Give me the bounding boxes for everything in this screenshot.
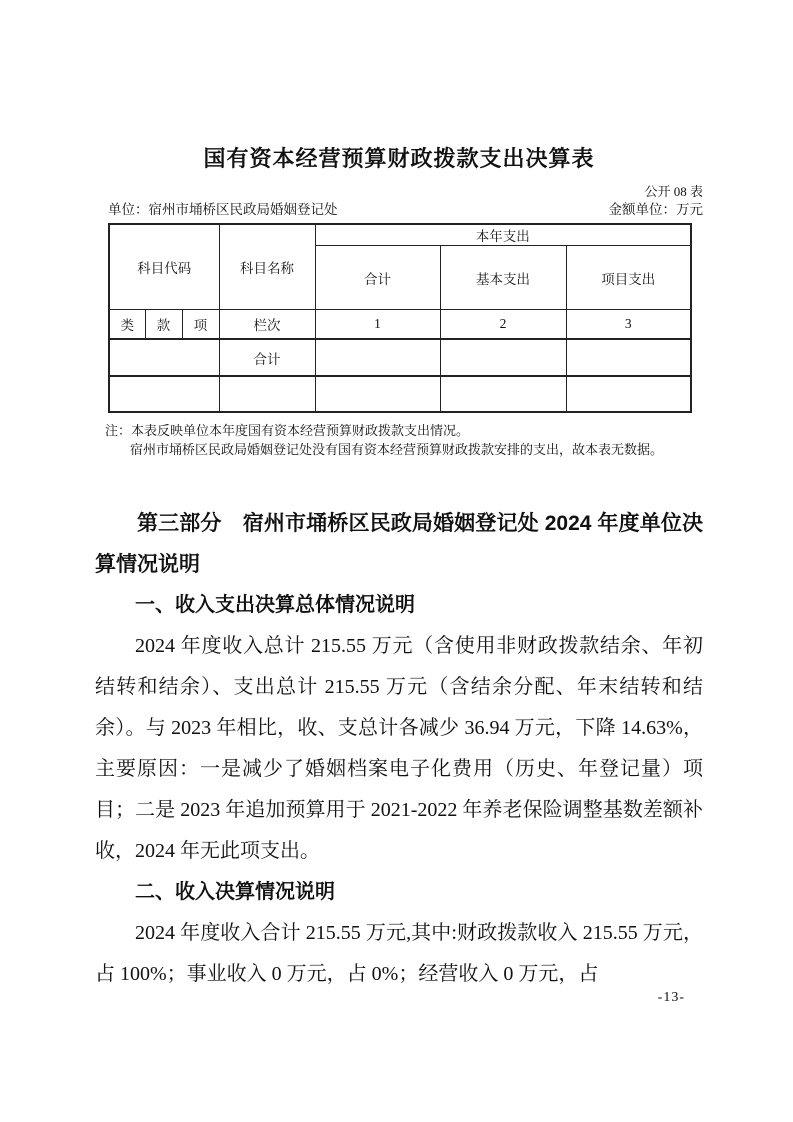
cell-kuan: 款	[145, 310, 182, 340]
cell-xiang: 项	[182, 310, 219, 340]
cell-row2-total	[315, 376, 440, 412]
paragraph-overall-situation: 2024 年度收入总计 215.55 万元（含使用非财政拨款结余、年初结转和结余）、支出总计 215.55 万元（含结余分配、年末结转和结余）。与 2023 年相比，收、支总计各减少 36.94 万元，下降 14.63%，主要原因：一是减少了婚姻档案电子化费用（历史、年登记量）项目；二是 2023 年追加预算用于 2021-2022 年养老保险调整基数差额补收，2024 年无此项支出。	[95, 635, 703, 862]
table-notes	[105, 421, 703, 459]
page-content	[95, 0, 703, 995]
th-project-expenditure: 项目支出	[566, 246, 691, 310]
paragraph-income-situation: 2024 年度收入合计 215.55 万元,其中:财政拨款收入 215.55 万元，占 100%；事业收入 0 万元，占 0%；经营收入 0 万元，占	[95, 922, 703, 985]
cell-row2-code	[109, 376, 219, 412]
cell-row2-name	[219, 376, 315, 412]
table-header-row-1	[109, 224, 691, 246]
table-note-line-2: 宿州市埇桥区民政局婚姻登记处没有国有资本经营预算财政拨款安排的支出，故本表无数据。	[130, 442, 664, 457]
th-subject-code: 科目代码	[109, 224, 219, 310]
form-code-label: 公开 08 表	[644, 184, 703, 199]
th-current-year-expenditure: 本年支出	[315, 224, 691, 246]
table-meta-row	[108, 201, 703, 218]
th-basic-expenditure: 基本支出	[440, 246, 566, 310]
cell-lei: 类	[109, 310, 145, 340]
table-note-line-1	[105, 421, 703, 440]
cell-col3: 3	[566, 310, 691, 340]
document-title: 国有资本经营预算财政拨款支出决算表	[203, 146, 595, 171]
cell-row2-basic	[440, 376, 566, 412]
cell-lanci: 栏次	[219, 310, 315, 340]
cell-col1: 1	[315, 310, 440, 340]
cell-col2: 2	[440, 310, 566, 340]
cell-row1-project	[566, 339, 691, 376]
cell-row1-basic	[440, 339, 566, 376]
section1-heading: 一、收入支出决算总体情况说明	[135, 594, 415, 616]
th-total: 合计	[315, 246, 440, 310]
cell-row1-name: 合计	[219, 339, 315, 376]
unit-label: 单位：宿州市埇桥区民政局婚姻登记处	[108, 202, 338, 217]
section2-heading: 二、收入决算情况说明	[135, 881, 335, 903]
table-row	[109, 339, 691, 376]
page-number: -13-	[657, 990, 685, 1005]
cell-row1-total	[315, 339, 440, 376]
part3-heading: 第三部分 宿州市埇桥区民政局婚姻登记处 2024 年度单位决算情况说明	[95, 512, 703, 576]
table-row	[109, 376, 691, 412]
table-index-row	[109, 310, 691, 340]
cell-row2-project	[566, 376, 691, 412]
th-subject-name: 科目名称	[219, 224, 315, 310]
amount-unit-label: 金额单位：万元	[608, 202, 703, 217]
note-text-1: 本表反映单位本年度国有资本经营预算财政拨款支出情况。	[131, 423, 470, 438]
note-label: 注：	[105, 423, 132, 438]
cell-row1-code	[109, 339, 219, 376]
budget-expenditure-table	[108, 223, 692, 413]
